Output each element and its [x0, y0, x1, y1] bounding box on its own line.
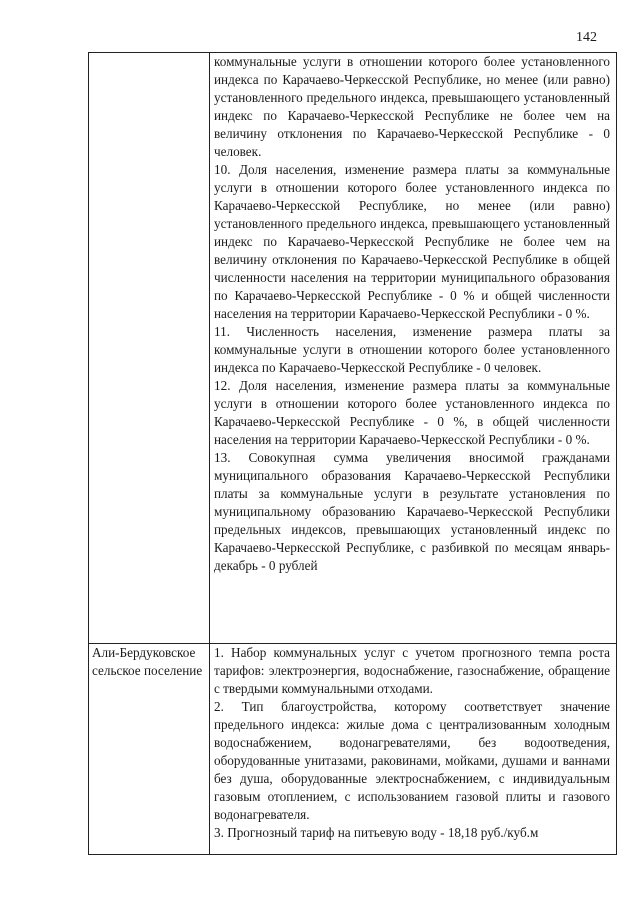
table-row — [89, 53, 617, 644]
paragraph: 11. Численность населения, изменение размера платы за коммунальные услуги в отношении которого более установленного индекса по Карачаево-Черкесской Республике - 0 человек. — [214, 324, 610, 375]
page-number: 142 — [576, 30, 597, 45]
municipality-cell — [89, 53, 210, 644]
indicators-cell — [210, 644, 617, 855]
paragraph: коммунальные услуги в отношении которого более установленного индекса по Карачаево-Черкесской Республике, но менее (или равно) установленного предельного индекса, превышающего установленный индекс по Карачаево-Черкесской Республике не более чем на величину отклонения по Карачаево-Черкесской Республике - 0 человек. — [214, 54, 610, 159]
indicators-cell — [210, 53, 617, 644]
document-table — [88, 52, 617, 855]
paragraph: 10. Доля населения, изменение размера платы за коммунальные услуги в отношении которого более установленного индекса по Карачаево-Черкесской Республике, но менее (или равно) установленного предельного индекса, превышающего установленный индекс по Карачаево-Черкесской Республике не более чем на величину отклонения по Карачаево-Черкесской Республике в общей численности населения на территории муниципального образования по Карачаево-Черкесской Республике - 0 % и общей численности населения на территории Карачаево-Черкесской Республики - 0 %. — [214, 162, 610, 321]
paragraph: 1. Набор коммунальных услуг с учетом прогнозного темпа роста тарифов: электроэнергия, водоснабжение, газоснабжение, обращение с твердыми коммунальными отходами. — [214, 645, 610, 696]
municipality-name: Али-Бердуковское сельское поселение — [92, 645, 203, 678]
municipality-cell — [89, 644, 210, 855]
paragraph: 13. Совокупная сумма увеличения вносимой гражданами муниципального образования Карачаево-Черкесской Республики платы за коммунальные услуги в результате установления по муниципальному образованию Карачаево-Черкесской Республики предельных индексов, превышающих установленный индекс по Карачаево-Черкесской Республике, с разбивкой по месяцам январь-декабрь - 0 рублей — [214, 450, 610, 573]
paragraph: 3. Прогнозный тариф на питьевую воду - 18,18 руб./куб.м — [214, 825, 539, 840]
paragraph: 2. Тип благоустройства, которому соответствует значение предельного индекса: жилые дома с централизованным холодным водоснабжением, водонагревателями, без водоотведения, оборудованные унитазами, раковинами, мойками, душами и ваннами без душа, оборудованные электроснабжением, с индивидуальным газовым отоплением, с использованием газовой плиты и газового водонагревателя. — [214, 699, 610, 822]
table-row — [89, 644, 617, 855]
paragraph: 12. Доля населения, изменение размера платы за коммунальные услуги в отношении которого более установленного индекса по Карачаево-Черкесской Республике - 0 %, в общей численности населения на территории Карачаево-Черкесской Республики - 0 %. — [214, 378, 610, 447]
